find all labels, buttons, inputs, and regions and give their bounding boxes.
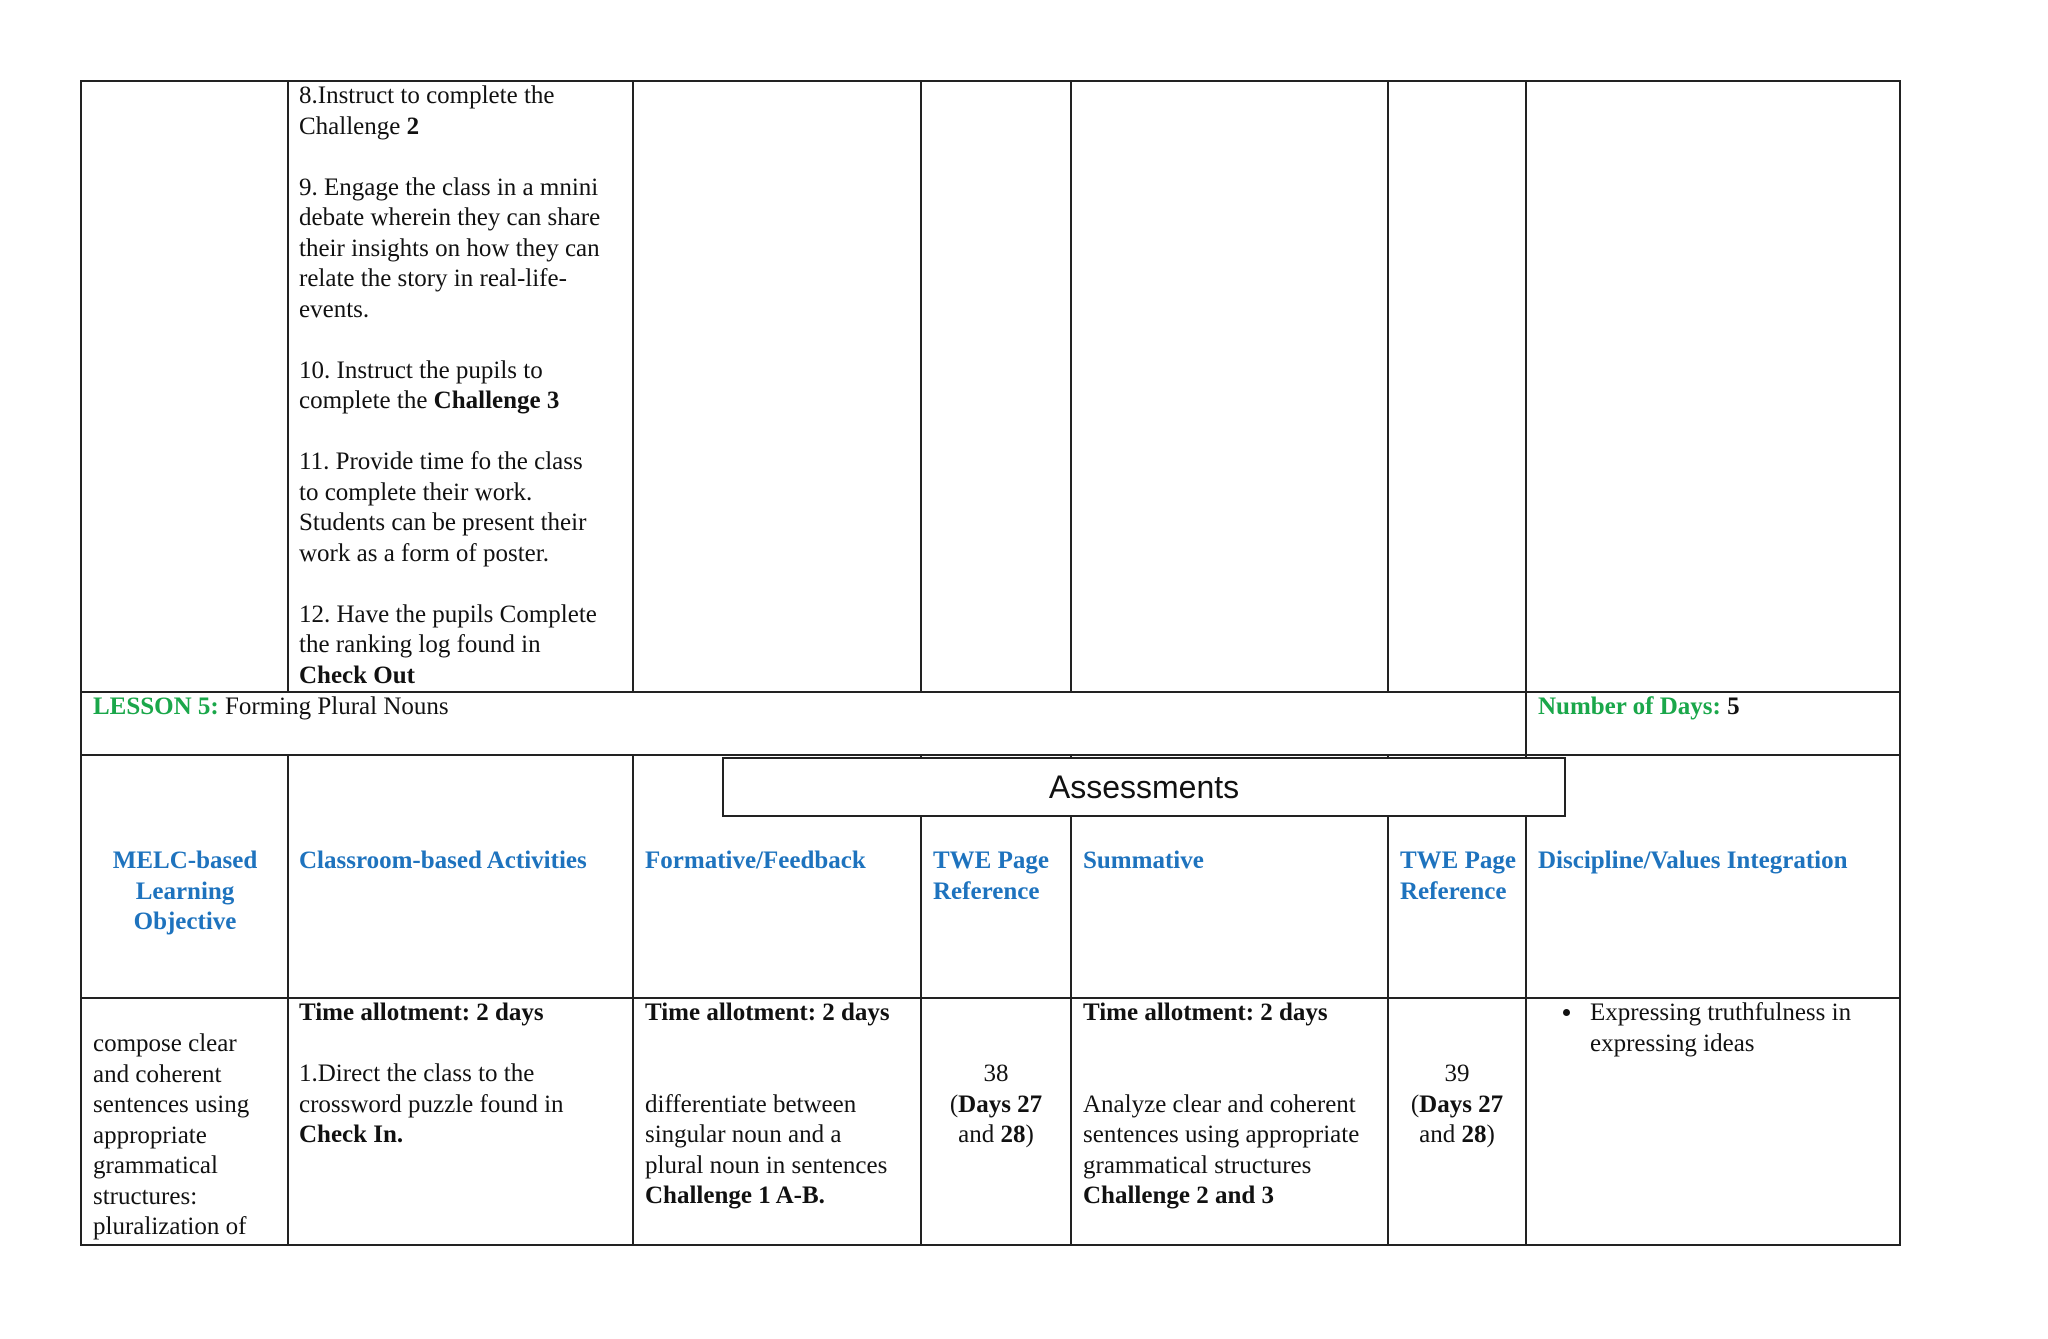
activity-line-bold: Check Out [299, 661, 415, 689]
col-divider-4-top [1070, 80, 1072, 693]
summative-challenge: Challenge 2 and 3 [1083, 1182, 1275, 1209]
twe-days: Days 27 [958, 1090, 1043, 1118]
lesson-row-bottom-border [80, 754, 1901, 756]
header-twe-1: TWE Page Reference [933, 847, 1049, 905]
activities-line: 1.Direct the class to the [299, 1060, 535, 1087]
col-divider-6-bottom [1525, 754, 1527, 1246]
activity-line-bold: 2 [406, 112, 420, 140]
blank-line [299, 325, 629, 356]
header-values: Discipline/Values Integration [1538, 847, 1848, 874]
col-divider-1-top [287, 80, 289, 693]
formative-content [645, 998, 920, 1212]
melc-line: pluralization of [93, 1213, 247, 1240]
lesson-label: LESSON 5: [93, 693, 219, 720]
assessments-header: Assessments [722, 757, 1566, 817]
activities-check-in: Check In. [299, 1121, 404, 1148]
summative-line: grammatical structures [1083, 1151, 1312, 1179]
activities-content [299, 998, 629, 1151]
lesson-title: Forming Plural Nouns [218, 693, 449, 720]
activity-line: their insights on how they can [299, 234, 600, 262]
activity-line: 12. Have the pupils Complete [299, 600, 597, 628]
header-summative: Summative [1083, 847, 1204, 874]
twe-and: and [958, 1121, 1001, 1148]
col-divider-5-bottom [1387, 754, 1389, 1246]
col-divider-3-top [920, 80, 922, 693]
twe-and: and [1419, 1121, 1462, 1148]
paren-close: ) [1025, 1121, 1034, 1148]
values-integration [1538, 998, 1878, 1059]
col-divider-3-bottom [920, 754, 922, 1246]
activity-line-bold: Challenge 3 [433, 387, 560, 414]
header-formative: Formative/Feedback [645, 847, 866, 874]
activity-line: work as a form of poster. [299, 539, 549, 567]
melc-objective [93, 1029, 283, 1243]
table-bottom-border [80, 1244, 1901, 1246]
summative-line: sentences using appropriate [1083, 1121, 1360, 1148]
days-label: Number of Days: [1538, 693, 1721, 720]
values-item: • Expressing truthfulness in expressing ideas [1584, 998, 1878, 1059]
header-activities: Classroom-based Activities [299, 847, 587, 874]
summative-time-allotment: Time allotment: 2 days [1083, 999, 1328, 1026]
melc-line: structures: [93, 1182, 198, 1210]
twe-page-number: 39 [1444, 1060, 1470, 1087]
col-divider-5-top [1387, 80, 1389, 693]
col-divider-6-top [1525, 80, 1527, 693]
blank-line [299, 417, 629, 448]
summative-line: Analyze clear and coherent [1083, 1090, 1356, 1118]
col-divider-2-top [632, 80, 634, 693]
melc-line: sentences using [93, 1091, 250, 1118]
activity-line [299, 661, 629, 692]
lesson-title-row [93, 692, 449, 723]
col-divider-6-lesson [1525, 691, 1527, 756]
activities-line: crossword puzzle found in [299, 1090, 564, 1118]
twe-reference-2 [1389, 1059, 1525, 1151]
table-right-border [1899, 80, 1901, 1246]
twe-reference-1 [922, 1059, 1070, 1151]
twe-day-number: 28 [1461, 1121, 1487, 1148]
activity-line: Challenge 2 [299, 112, 420, 140]
number-of-days [1538, 692, 1740, 723]
activity-line: debate wherein they can share [299, 204, 601, 231]
header-melc: MELC-based Learning Objective [112, 847, 258, 935]
days-value: 5 [1720, 693, 1740, 720]
twe-page-number: 38 [983, 1060, 1009, 1087]
activity-line: 10. Instruct the pupils to [299, 356, 543, 384]
activity-line: Students can be present their [299, 509, 587, 536]
activity-line: to complete their work. [299, 478, 533, 506]
melc-line: grammatical [93, 1152, 218, 1179]
formative-challenge: Challenge 1 A-B. [645, 1182, 825, 1209]
melc-line: compose clear [93, 1030, 237, 1057]
col-divider-1-bottom [287, 754, 289, 1246]
classroom-activities-continued [299, 81, 629, 691]
summative-content [1083, 998, 1383, 1212]
formative-line: differentiate between [645, 1090, 857, 1118]
col-divider-2-bottom [632, 754, 634, 1246]
paren-open: ( [1410, 1090, 1420, 1118]
activity-line: events. [299, 295, 370, 323]
paren-open: ( [949, 1090, 959, 1118]
melc-line: appropriate [93, 1121, 207, 1149]
table-left-border [80, 80, 82, 1246]
col-divider-4-bottom [1070, 754, 1072, 1246]
activity-line: the ranking log found in [299, 631, 541, 658]
melc-line: and coherent [93, 1060, 222, 1088]
paren-close: ) [1486, 1121, 1495, 1148]
blank-line [299, 142, 629, 173]
activity-line: 11. Provide time fo the class [299, 448, 583, 475]
formative-time-allotment: Time allotment: 2 days [645, 999, 890, 1026]
activity-line: complete the Challenge 3 [299, 387, 560, 414]
formative-line: plural noun in sentences [645, 1151, 888, 1179]
formative-line: singular noun and a [645, 1121, 842, 1148]
twe-day-number: 28 [1000, 1121, 1026, 1148]
twe-days: Days 27 [1419, 1090, 1504, 1118]
activity-line: 8.Instruct to complete the [299, 82, 555, 109]
activities-time-allotment: Time allotment: 2 days [299, 999, 544, 1026]
values-list [1538, 998, 1878, 1059]
activity-line: 9. Engage the class in a mnini [299, 173, 599, 201]
activity-line: relate the story in real-life- [299, 265, 567, 292]
blank-line [299, 569, 629, 600]
header-twe-2: TWE Page Reference [1400, 847, 1516, 905]
